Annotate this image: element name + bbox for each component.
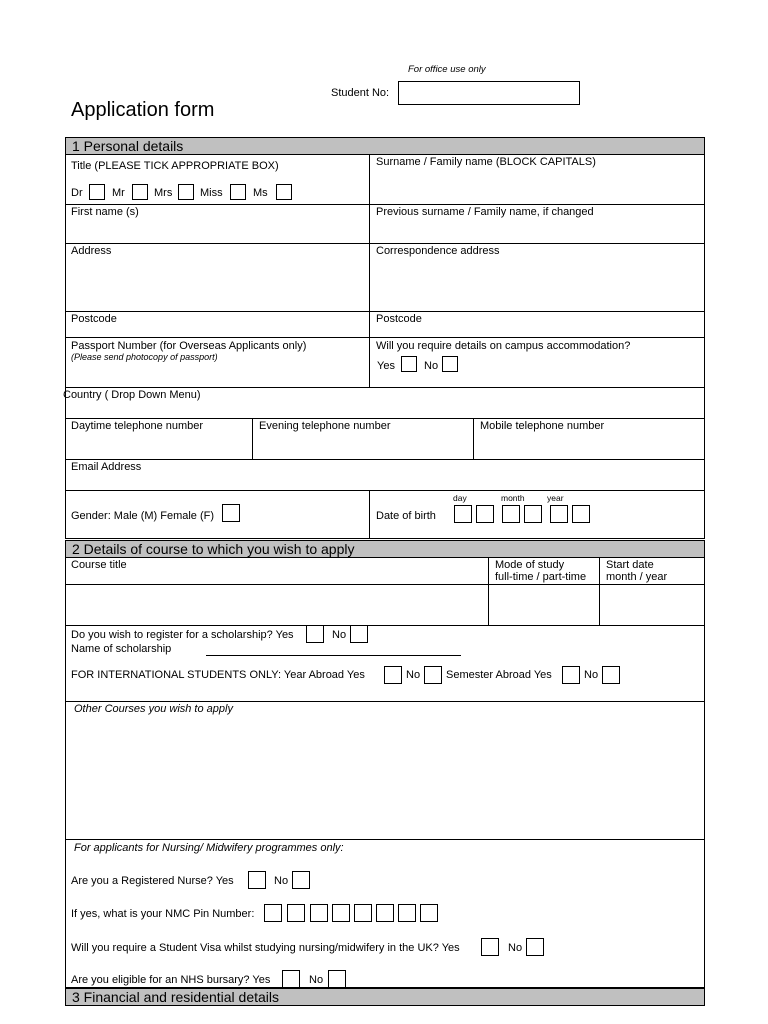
scholarship-name-label: Name of scholarship	[71, 643, 172, 655]
title-mrs-label: Mrs	[154, 187, 173, 199]
course-title-label: Course title	[71, 559, 127, 571]
postcode-label: Postcode	[71, 313, 117, 325]
start-date-sublabel: month / year	[606, 571, 668, 583]
nhs-bursary-no-checkbox[interactable]	[328, 970, 346, 988]
semester-abroad-no-label: No	[584, 669, 599, 681]
evening-phone-label: Evening telephone number	[259, 420, 391, 432]
passport-label: Passport Number (for Overseas Applicants only)	[71, 340, 307, 352]
correspondence-address-label: Correspondence address	[376, 245, 500, 257]
student-no-label: Student No:	[331, 87, 390, 99]
scholarship-yes-checkbox[interactable]	[306, 625, 324, 643]
col-divider	[599, 557, 600, 625]
year-abroad-no-checkbox[interactable]	[424, 666, 442, 684]
start-date-label: Start date	[606, 559, 654, 571]
scholarship-no-label: No	[332, 629, 347, 641]
dob-day-box[interactable]	[476, 505, 494, 523]
row-divider	[65, 701, 705, 702]
col-divider	[488, 557, 489, 625]
dob-label: Date of birth	[376, 510, 436, 522]
dob-day-box[interactable]	[454, 505, 472, 523]
dob-year-box[interactable]	[572, 505, 590, 523]
surname-label: Surname / Family name (BLOCK CAPITALS)	[376, 156, 596, 168]
nmc-pin-box[interactable]	[398, 904, 416, 922]
dob-year-label: year	[547, 493, 564, 503]
accommodation-label: Will you require details on campus accommodation?	[376, 340, 631, 352]
scholarship-name-line[interactable]	[206, 655, 461, 656]
registered-nurse-label: Are you a Registered Nurse? Yes	[71, 875, 234, 887]
mobile-phone-label: Mobile telephone number	[480, 420, 605, 432]
year-abroad-no-label: No	[406, 669, 421, 681]
title-dr-checkbox[interactable]	[89, 184, 105, 200]
previous-surname-label: Previous surname / Family name, if changed	[376, 206, 594, 218]
registered-nurse-no-label: No	[274, 875, 289, 887]
nmc-pin-box[interactable]	[376, 904, 394, 922]
passport-note: (Please send photocopy of passport)	[71, 352, 218, 362]
accommodation-no-checkbox[interactable]	[442, 356, 458, 372]
title-miss-checkbox[interactable]	[230, 184, 246, 200]
office-use-note: For office use only	[408, 64, 486, 75]
dob-month-label: month	[501, 493, 525, 503]
gender-label: Gender: Male (M) Female (F)	[71, 510, 215, 522]
title-miss-label: Miss	[200, 187, 223, 199]
col-divider	[252, 418, 253, 459]
mode-study-label: Mode of study	[495, 559, 565, 571]
dob-month-box[interactable]	[524, 505, 542, 523]
dob-year-box[interactable]	[550, 505, 568, 523]
row-divider	[65, 625, 705, 626]
row-divider	[65, 418, 705, 419]
nhs-bursary-yes-checkbox[interactable]	[282, 970, 300, 988]
title-ms-checkbox[interactable]	[276, 184, 292, 200]
nmc-pin-box[interactable]	[354, 904, 372, 922]
student-visa-no-label: No	[508, 942, 523, 954]
nmc-pin-box[interactable]	[332, 904, 350, 922]
student-visa-no-checkbox[interactable]	[526, 938, 544, 956]
row-divider	[65, 490, 705, 491]
daytime-phone-label: Daytime telephone number	[71, 420, 204, 432]
semester-abroad-label: Semester Abroad Yes	[446, 669, 552, 681]
row-divider	[65, 387, 705, 388]
dob-month-box[interactable]	[502, 505, 520, 523]
nmc-pin-box[interactable]	[287, 904, 305, 922]
section2-header: 2 Details of course to which you wish to apply	[65, 540, 705, 558]
section2-frame	[65, 557, 705, 988]
col-divider	[369, 490, 370, 539]
registered-nurse-no-checkbox[interactable]	[292, 871, 310, 889]
year-abroad-yes-checkbox[interactable]	[384, 666, 402, 684]
semester-abroad-yes-checkbox[interactable]	[562, 666, 580, 684]
other-courses-label: Other Courses you wish to apply	[74, 703, 233, 715]
title-dr-label: Dr	[71, 187, 83, 199]
dob-day-label: day	[453, 493, 467, 503]
intl-year-abroad-label: FOR INTERNATIONAL STUDENTS ONLY: Year Abroad Yes	[71, 669, 365, 681]
row-divider	[65, 204, 705, 205]
nhs-bursary-label: Are you eligible for an NHS bursary? Yes	[71, 974, 271, 986]
student-visa-label: Will you require a Student Visa whilst studying nursing/midwifery in the UK? Yes	[71, 942, 460, 954]
title-ms-label: Ms	[253, 187, 268, 199]
correspondence-postcode-label: Postcode	[376, 313, 422, 325]
title-label: Title (PLEASE TICK APPROPRIATE BOX)	[71, 160, 279, 172]
form-title: Application form	[71, 99, 215, 121]
row-divider	[65, 459, 705, 460]
nursing-note: For applicants for Nursing/ Midwifery programmes only:	[74, 842, 344, 854]
col-divider	[473, 418, 474, 459]
section3-header: 3 Financial and residential details	[65, 988, 705, 1006]
title-mrs-checkbox[interactable]	[178, 184, 194, 200]
email-label: Email Address	[71, 461, 142, 473]
title-mr-label: Mr	[112, 187, 125, 199]
nhs-bursary-no-label: No	[309, 974, 324, 986]
student-visa-yes-checkbox[interactable]	[481, 938, 499, 956]
row-divider	[65, 584, 705, 585]
nmc-pin-box[interactable]	[310, 904, 328, 922]
country-label: Country ( Drop Down Menu)	[63, 389, 201, 401]
section1-header: 1 Personal details	[65, 137, 705, 155]
mode-study-sublabel: full-time / part-time	[495, 571, 587, 583]
student-no-input[interactable]	[398, 81, 580, 105]
row-divider	[65, 337, 705, 338]
gender-checkbox[interactable]	[222, 504, 240, 522]
nmc-pin-box[interactable]	[264, 904, 282, 922]
title-mr-checkbox[interactable]	[132, 184, 148, 200]
semester-abroad-no-checkbox[interactable]	[602, 666, 620, 684]
first-name-label: First name (s)	[71, 206, 139, 218]
accommodation-no-label: No	[424, 360, 439, 372]
accommodation-yes-label: Yes	[377, 360, 395, 372]
row-divider	[65, 839, 705, 840]
scholarship-no-checkbox[interactable]	[350, 625, 368, 643]
registered-nurse-yes-checkbox[interactable]	[248, 871, 266, 889]
scholarship-question: Do you wish to register for a scholarship? Yes	[71, 629, 294, 641]
nmc-pin-label: If yes, what is your NMC Pin Number:	[71, 908, 255, 920]
row-divider	[65, 311, 705, 312]
address-label: Address	[71, 245, 112, 257]
nmc-pin-box[interactable]	[420, 904, 438, 922]
row-divider	[65, 243, 705, 244]
accommodation-yes-checkbox[interactable]	[401, 356, 417, 372]
col-divider	[369, 154, 370, 387]
